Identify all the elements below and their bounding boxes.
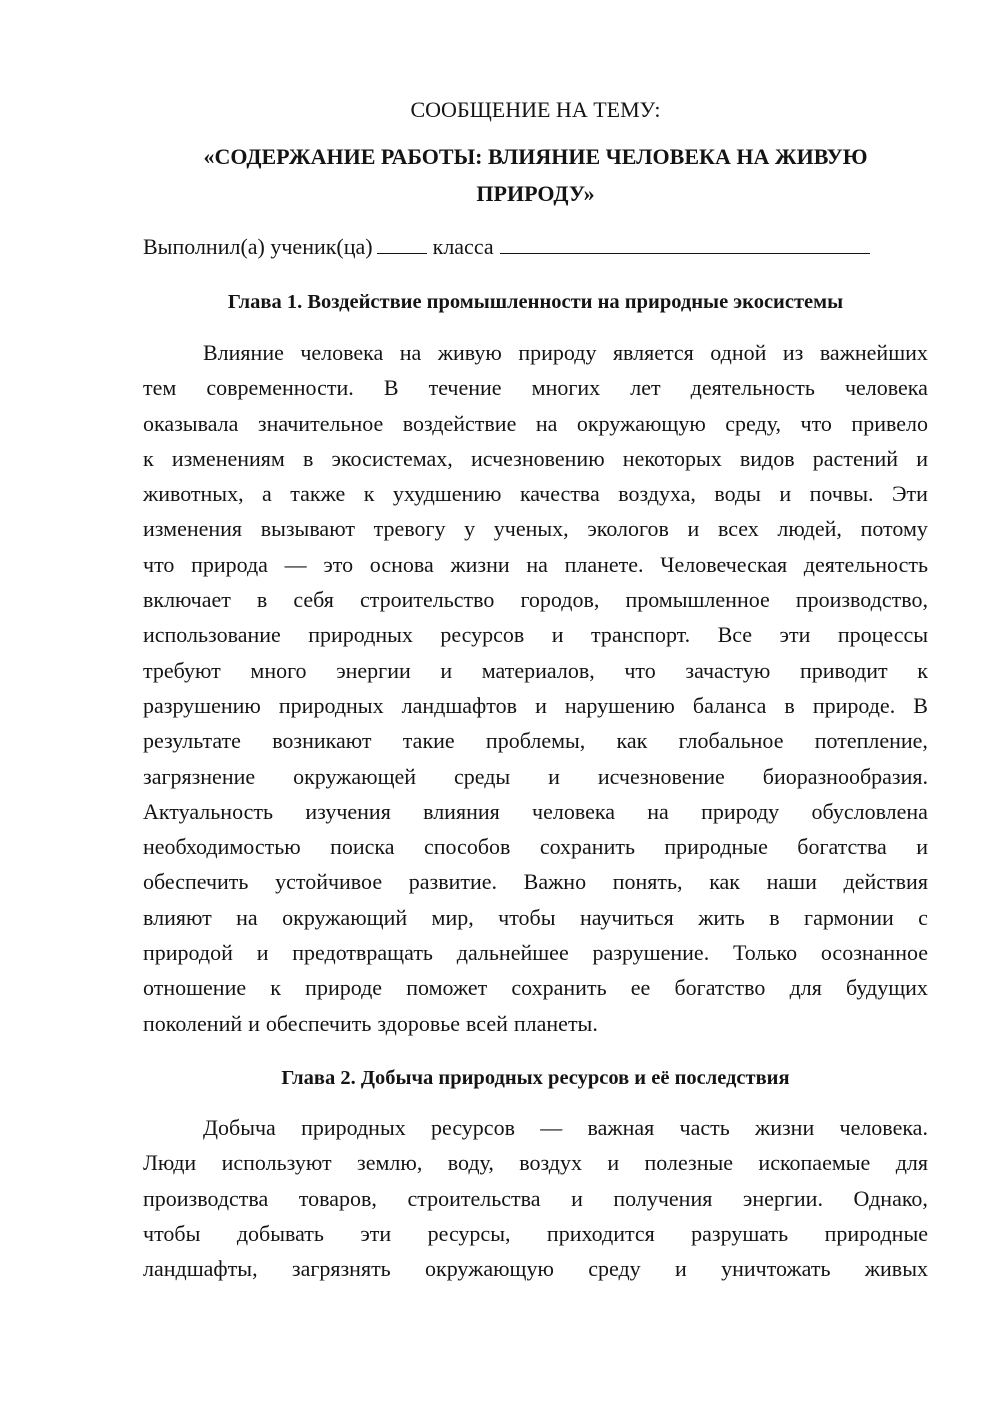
paragraph-line: Люди используют землю, воду, воздух и полезные ископаемые для [143, 1150, 928, 1176]
paragraph-line: поколений и обеспечить здоровье всей планеты. [143, 1010, 598, 1036]
paragraph-line: природой и предотвращать дальнейшее разрушение. Только осознанное [143, 940, 928, 966]
paragraph-line: влияют на окружающий мир, чтобы научиться жить в гармонии с [143, 904, 928, 930]
class-label: класса [432, 234, 494, 259]
paragraph-line: требуют много энергии и материалов, что зачастую приводит к [143, 657, 928, 683]
student-name-blank [500, 233, 870, 254]
paragraph-line: необходимостью поиска способов сохранить природные богатства и [143, 834, 928, 860]
paragraph-line: изменения вызывают тревогу у ученых, экологов и всех людей, потому [143, 516, 928, 542]
paragraph-line: к изменениям в экосистемах, исчезновению некоторых видов растений и [143, 445, 928, 471]
paragraph-line: обеспечить устойчивое развитие. Важно понять, как наши действия [143, 869, 928, 895]
class-number-blank [377, 233, 427, 254]
paragraph-line: включает в себя строительство городов, промышленное производство, [143, 587, 928, 613]
paragraph-line: производства товаров, строительства и получения энергии. Однако, [143, 1185, 928, 1211]
paragraph-line: результате возникают такие проблемы, как глобальное потепление, [143, 728, 928, 754]
paragraph-line: оказывала значительное воздействие на окружающую среду, что привело [143, 410, 928, 436]
paragraph-line: тем современности. В течение многих лет деятельность человека [143, 375, 928, 401]
performed-by-label: Выполнил(а) ученик(ца) [143, 234, 373, 259]
chapter-1-paragraph [143, 335, 928, 1041]
doc-title-prefix: СООБЩЕНИЕ НА ТЕМУ: [410, 97, 661, 122]
paragraph-line: что природа — это основа жизни на планете. Человеческая деятельность [143, 551, 928, 577]
paragraph-line: чтобы добывать эти ресурсы, приходится разрушать природные [143, 1220, 928, 1246]
paragraph-line: ландшафты, загрязнять окружающую среду и уничтожать живых [143, 1256, 928, 1282]
doc-title-line-1: «СОДЕРЖАНИЕ РАБОТЫ: ВЛИЯНИЕ ЧЕЛОВЕКА НА ЖИВУЮ [203, 144, 868, 169]
paragraph-line: Актуальность изучения влияния человека на природу обусловлена [143, 798, 928, 824]
doc-title-line-2: ПРИРОДУ» [476, 181, 595, 206]
paragraph-line: отношение к природе поможет сохранить ее богатство для будущих [143, 975, 928, 1001]
chapter-2-paragraph [143, 1110, 928, 1286]
paragraph-line: использование природных ресурсов и транспорт. Все эти процессы [143, 622, 928, 648]
student-info-line [143, 233, 928, 261]
chapter-1-heading: Глава 1. Воздействие промышленности на природные экосистемы [227, 291, 844, 313]
chapter-2-heading: Глава 2. Добыча природных ресурсов и её последствия [281, 1067, 790, 1089]
paragraph-line: разрушению природных ландшафтов и нарушению баланса в природе. В [143, 692, 928, 718]
paragraph-line: загрязнение окружающей среды и исчезновение биоразнообразия. [143, 763, 928, 789]
paragraph-line: Влияние человека на живую природу является одной из важнейших [203, 340, 928, 365]
paragraph-line: животных, а также к ухудшению качества воздуха, воды и почвы. Эти [143, 481, 928, 507]
paragraph-line: Добыча природных ресурсов — важная часть жизни человека. [203, 1115, 928, 1140]
